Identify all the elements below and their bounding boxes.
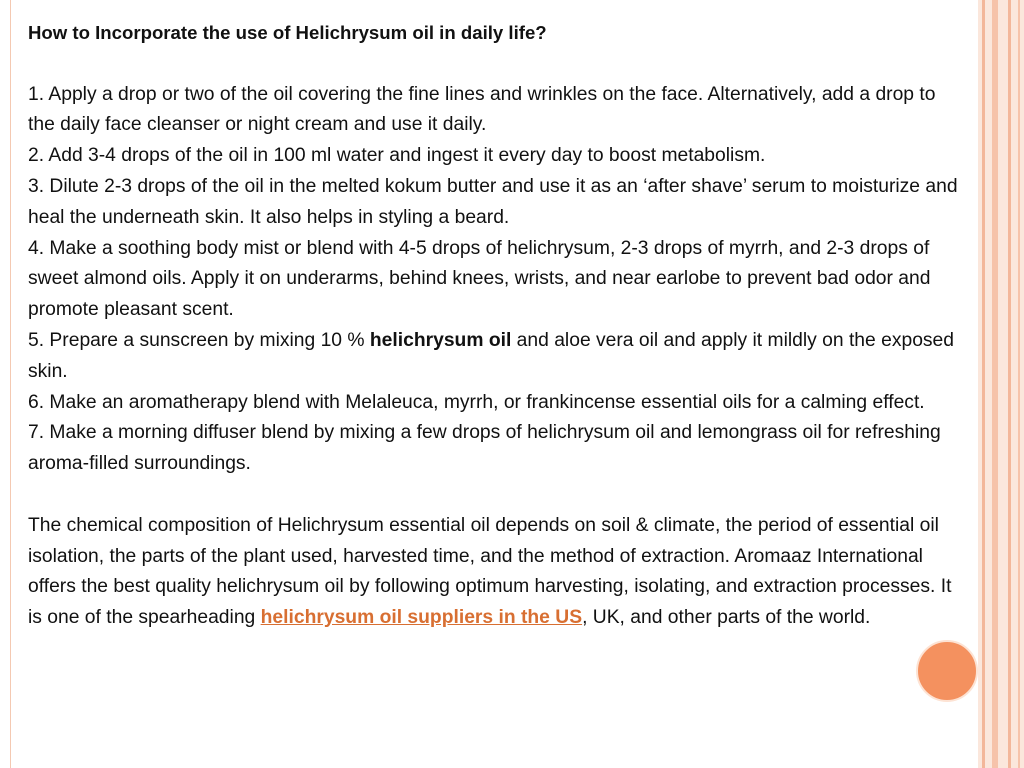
- slide-content: [28, 18, 963, 634]
- list-item-5: [28, 326, 963, 388]
- item-5-text: 5. Prepare a sunscreen by mixing 10 %: [28, 329, 370, 351]
- decorative-circle: [916, 640, 978, 702]
- decorative-stripes: [978, 0, 1024, 768]
- list-item-6: 6. Make an aromatherapy blend with Melaleuca, myrrh, or frankincense essential oils for a calming effect.: [28, 391, 925, 413]
- stripe: [982, 0, 985, 768]
- closing-text: The chemical composition of Helichrysum essential oil depends on soil & climate, the period of essential oil isolation, the parts of the plant used, harvested time, and the method of extraction. Aromaaz International offers the best quality helichrysum oil by following optimum harvesting, isolating, and extraction processes. It is one of the spearheading: [28, 514, 952, 629]
- stripe: [992, 0, 998, 768]
- list-item-4: 4. Make a soothing body mist or blend with 4-5 drops of helichrysum, 2-3 drops of myrrh, and 2-3 drops of sweet almond oils. Apply it on underarms, behind knees, wrists, and near earlobe to prevent bad odor and promote pleasant scent.: [28, 237, 931, 321]
- item-5-text-end: and aloe vera oil and apply it mildly on the exposed skin.: [28, 329, 955, 382]
- stripe: [1018, 0, 1020, 768]
- item-5-bold-text: helichrysum oil: [369, 329, 512, 351]
- slide-heading: How to Incorporate the use of Helichrysum oil in daily life?: [28, 22, 547, 43]
- closing-paragraph: [28, 511, 963, 634]
- spacer: [28, 480, 963, 511]
- suppliers-link[interactable]: helichrysum oil suppliers in the US: [260, 607, 583, 629]
- list-item-2: 2. Add 3-4 drops of the oil in 100 ml water and ingest it every day to boost metabolism.: [28, 145, 766, 167]
- list-item-7: 7. Make a morning diffuser blend by mixing a few drops of helichrysum oil and lemongrass oil for refreshing aroma-filled surroundings.: [28, 422, 941, 475]
- closing-text-end: , UK, and other parts of the world.: [582, 607, 871, 629]
- list-item-3: 3. Dilute 2-3 drops of the oil in the melted kokum butter and use it as an ‘after shave’ serum to moisturize and heal the underneath skin. It also helps in styling a beard.: [28, 175, 958, 228]
- list-item-1: 1. Apply a drop or two of the oil covering the fine lines and wrinkles on the face. Alternatively, add a drop to the daily face cleanser or night cream and use it daily.: [28, 83, 936, 136]
- stripe: [1008, 0, 1011, 768]
